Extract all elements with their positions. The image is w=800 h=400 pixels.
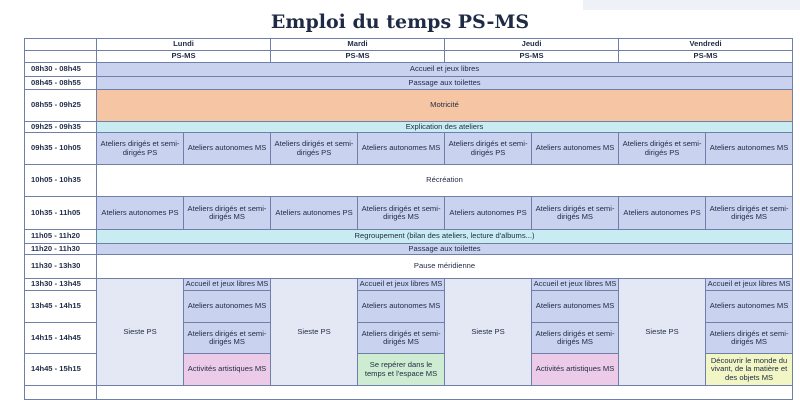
time-slot: 09h35 - 10h05 <box>25 133 97 165</box>
cell-toilettes: Passage aux toilettes <box>97 77 793 90</box>
cell-motricite: Motricité <box>97 90 793 122</box>
cell-decouvrir: Découvrir le monde du vivant, de la matière et des objets MS <box>706 354 793 386</box>
cell-pause: Pause méridienne <box>97 255 793 279</box>
cell-artistiques-ms: Activités artistiques MS <box>532 354 619 386</box>
cell-regroupement: Regroupement (bilan des ateliers, lecture d'albums...) <box>97 230 793 244</box>
cell-ateliers-autonomes-ms: Ateliers autonomes MS <box>706 291 793 323</box>
cell-ateliers-diriges-ms: Ateliers dirigés et semi-dirigés MS <box>532 197 619 230</box>
time-slot: 10h05 - 10h35 <box>25 165 97 197</box>
group-mardi: PS-MS <box>271 51 445 63</box>
cell-sieste-ps: Sieste PS <box>271 279 358 386</box>
cell-ateliers-diriges-ms: Ateliers dirigés et semi-dirigés MS <box>706 323 793 354</box>
cell-ateliers-diriges-ms: Ateliers dirigés et semi-dirigés MS <box>358 323 445 354</box>
group-vendredi: PS-MS <box>619 51 793 63</box>
time-slot: 13h45 - 14h15 <box>25 291 97 323</box>
time-slot: 13h30 - 13h45 <box>25 279 97 291</box>
cell-ateliers-autonomes-ms: Ateliers autonomes MS <box>184 291 271 323</box>
day-vendredi: Vendredi <box>619 39 793 51</box>
cell-explication: Explication des ateliers <box>97 122 793 133</box>
table-row <box>25 63 793 77</box>
cell-ateliers-diriges-ps: Ateliers dirigés et semi-dirigés PS <box>445 133 532 165</box>
page-title: Emploi du temps PS-MS <box>270 11 530 33</box>
cell-sieste-ps: Sieste PS <box>619 279 706 386</box>
table-row <box>25 133 793 165</box>
cell-ateliers-autonomes-ms: Ateliers autonomes MS <box>706 133 793 165</box>
cell-ateliers-diriges-ms: Ateliers dirigés et semi-dirigés MS <box>184 323 271 354</box>
cell-ateliers-autonomes-ps: Ateliers autonomes PS <box>271 197 358 230</box>
cell-ateliers-autonomes-ps: Ateliers autonomes PS <box>619 197 706 230</box>
cell-accueil-ms: Accueil et jeux libres MS <box>358 279 445 291</box>
cell-ateliers-autonomes-ps: Ateliers autonomes PS <box>97 197 184 230</box>
cell-ateliers-diriges-ps: Ateliers dirigés et semi-dirigés PS <box>619 133 706 165</box>
group-jeudi: PS-MS <box>445 51 619 63</box>
cell-accueil: Accueil et jeux libres <box>97 63 793 77</box>
group-header-row <box>25 51 793 63</box>
cell-ateliers-diriges-ms: Ateliers dirigés et semi-dirigés MS <box>358 197 445 230</box>
cell-ateliers-diriges-ms: Ateliers dirigés et semi-dirigés MS <box>532 323 619 354</box>
time-slot: 11h30 - 13h30 <box>25 255 97 279</box>
day-mardi: Mardi <box>271 39 445 51</box>
table-row <box>25 244 793 255</box>
time-slot: 09h25 - 09h35 <box>25 122 97 133</box>
cell-ateliers-diriges-ps: Ateliers dirigés et semi-dirigés PS <box>271 133 358 165</box>
cell-ateliers-diriges-ps: Ateliers dirigés et semi-dirigés PS <box>97 133 184 165</box>
cell-accueil-ms: Accueil et jeux libres MS <box>532 279 619 291</box>
table-row <box>25 77 793 90</box>
cell-ateliers-autonomes-ms: Ateliers autonomes MS <box>532 133 619 165</box>
time-slot: 08h45 - 08h55 <box>25 77 97 90</box>
group-lundi: PS-MS <box>97 51 271 63</box>
time-slot: 10h35 - 11h05 <box>25 197 97 230</box>
time-slot: 11h20 - 11h30 <box>25 244 97 255</box>
time-slot: 14h15 - 14h45 <box>25 323 97 354</box>
cell-sieste-ps: Sieste PS <box>445 279 532 386</box>
day-jeudi: Jeudi <box>445 39 619 51</box>
table-row <box>25 279 793 291</box>
table-row <box>25 90 793 122</box>
time-slot: 11h05 - 11h20 <box>25 230 97 244</box>
table-row <box>25 165 793 197</box>
cell-sieste-ps: Sieste PS <box>97 279 184 386</box>
cell-toilettes: Passage aux toilettes <box>97 244 793 255</box>
time-slot: 08h30 - 08h45 <box>25 63 97 77</box>
table-row <box>25 386 793 400</box>
cell-ateliers-autonomes-ms: Ateliers autonomes MS <box>358 133 445 165</box>
cell-ateliers-autonomes-ms: Ateliers autonomes MS <box>358 291 445 323</box>
cell-ateliers-autonomes-ms: Ateliers autonomes MS <box>184 133 271 165</box>
cell-ateliers-diriges-ms: Ateliers dirigés et semi-dirigés MS <box>184 197 271 230</box>
corner-panel <box>583 0 800 10</box>
cell-ateliers-autonomes-ps: Ateliers autonomes PS <box>445 197 532 230</box>
cell-recreation: Récréation <box>97 165 793 197</box>
cell-ateliers-autonomes-ms: Ateliers autonomes MS <box>532 291 619 323</box>
time-slot: 14h45 - 15h15 <box>25 354 97 386</box>
cell-artistiques-ms: Activités artistiques MS <box>184 354 271 386</box>
cell-ateliers-diriges-ms: Ateliers dirigés et semi-dirigés MS <box>706 197 793 230</box>
table-row <box>25 230 793 244</box>
cell-accueil-ms: Accueil et jeux libres MS <box>706 279 793 291</box>
time-slot-empty <box>25 386 97 400</box>
table-row <box>25 197 793 230</box>
cell-empty <box>97 386 793 400</box>
table-row <box>25 122 793 133</box>
day-lundi: Lundi <box>97 39 271 51</box>
schedule-table <box>24 38 793 400</box>
day-header-row <box>25 39 793 51</box>
time-slot: 08h55 - 09h25 <box>25 90 97 122</box>
cell-se-reperer: Se repérer dans le temps et l'espace MS <box>358 354 445 386</box>
header-corner <box>25 39 97 51</box>
table-row <box>25 255 793 279</box>
cell-accueil-ms: Accueil et jeux libres MS <box>184 279 271 291</box>
header-corner-2 <box>25 51 97 63</box>
